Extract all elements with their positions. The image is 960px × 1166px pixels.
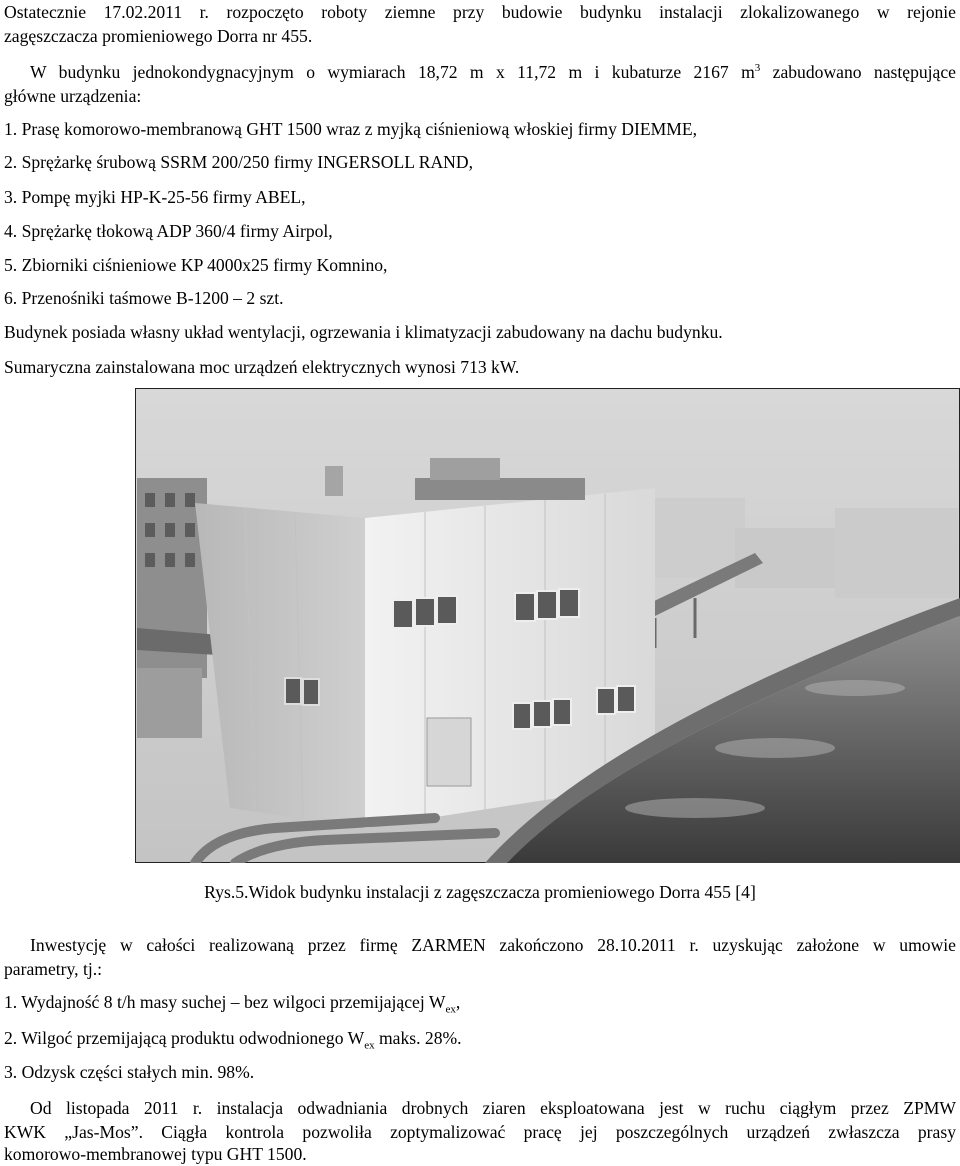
para1-line2: zagęszczacza promieniowego Dorra nr 455. [4, 26, 313, 46]
figure-caption: Rys.5.Widok budynku instalacji z zagęszczacza promieniowego Dorra 455 [4] [204, 882, 756, 902]
device-item-6: 6. Przenośniki taśmowe B-1200 – 2 szt. [4, 288, 284, 308]
para2-line1 [30, 60, 956, 84]
device-item-5: 5. Zbiorniki ciśnieniowe KP 4000x25 firmy Komnino, [4, 255, 388, 275]
ex-subscript: ex [364, 1039, 375, 1052]
ex-subscript: ex [445, 1003, 456, 1016]
para6-line1: Od listopada 2011 r. instalacja odwadniania drobnych ziaren eksploatowana jest w ruchu ciągłym przez ZPMW [30, 1098, 956, 1118]
param-item-1-tail: , [455, 992, 461, 1012]
param-item-1-text: 1. Wydajność 8 t/h masy suchej – bez wilgoci przemijającej W [4, 992, 446, 1012]
para2-line1-tail: zabudowano następujące [760, 62, 956, 82]
device-item-2: 2. Sprężarkę śrubową SSRM 200/250 firmy INGERSOLL RAND, [4, 152, 473, 172]
para2-line1-text: W budynku jednokondygnacyjnym o wymiarach 18,72 m x 11,72 m i kubaturze 2167 m [30, 62, 755, 82]
para6-line3: komorowo-membranowej typu GHT 1500. [4, 1144, 307, 1164]
para6-line2: KWK „Jas-Mos”. Ciągła kontrola pozwoliła zoptymalizować pracę jej poszczególnych urządzeń zwłaszcza prasy [4, 1122, 956, 1142]
ventilation-paragraph: Budynek posiada własny układ wentylacji, ogrzewania i klimatyzacji zabudowany na dachu budynku. [4, 322, 723, 342]
para2-line2: główne urządzenia: [4, 86, 142, 106]
param-item-2 [4, 1026, 462, 1050]
device-item-1: 1. Prasę komorowo-membranową GHT 1500 wraz z myjką ciśnieniową włoskiej firmy DIEMME, [4, 119, 698, 139]
param-item-3: 3. Odzysk części stałych min. 98%. [4, 1062, 255, 1082]
power-paragraph: Sumaryczna zainstalowana moc urządzeń elektrycznych wynosi 713 kW. [4, 357, 520, 377]
para5-line1: Inwestycję w całości realizowaną przez firmę ZARMEN zakończono 28.10.2011 r. uzyskując założone w umowie [30, 935, 956, 955]
param-item-2-tail: maks. 28%. [374, 1028, 462, 1048]
param-item-2-text: 2. Wilgoć przemijającą produktu odwodnionego W [4, 1028, 365, 1048]
cubic-superscript: 3 [754, 62, 761, 75]
building-photo [135, 388, 960, 863]
param-item-1 [4, 990, 460, 1014]
para5-line2: parametry, tj.: [4, 959, 103, 979]
device-item-4: 4. Sprężarkę tłokową ADP 360/4 firmy Airpol, [4, 221, 333, 241]
device-item-3: 3. Pompę myjki HP-K-25-56 firmy ABEL, [4, 187, 306, 207]
para1-line1: Ostatecznie 17.02.2011 r. rozpoczęto roboty ziemne przy budowie budynku instalacji zlokalizowanego w rejonie [4, 2, 956, 22]
